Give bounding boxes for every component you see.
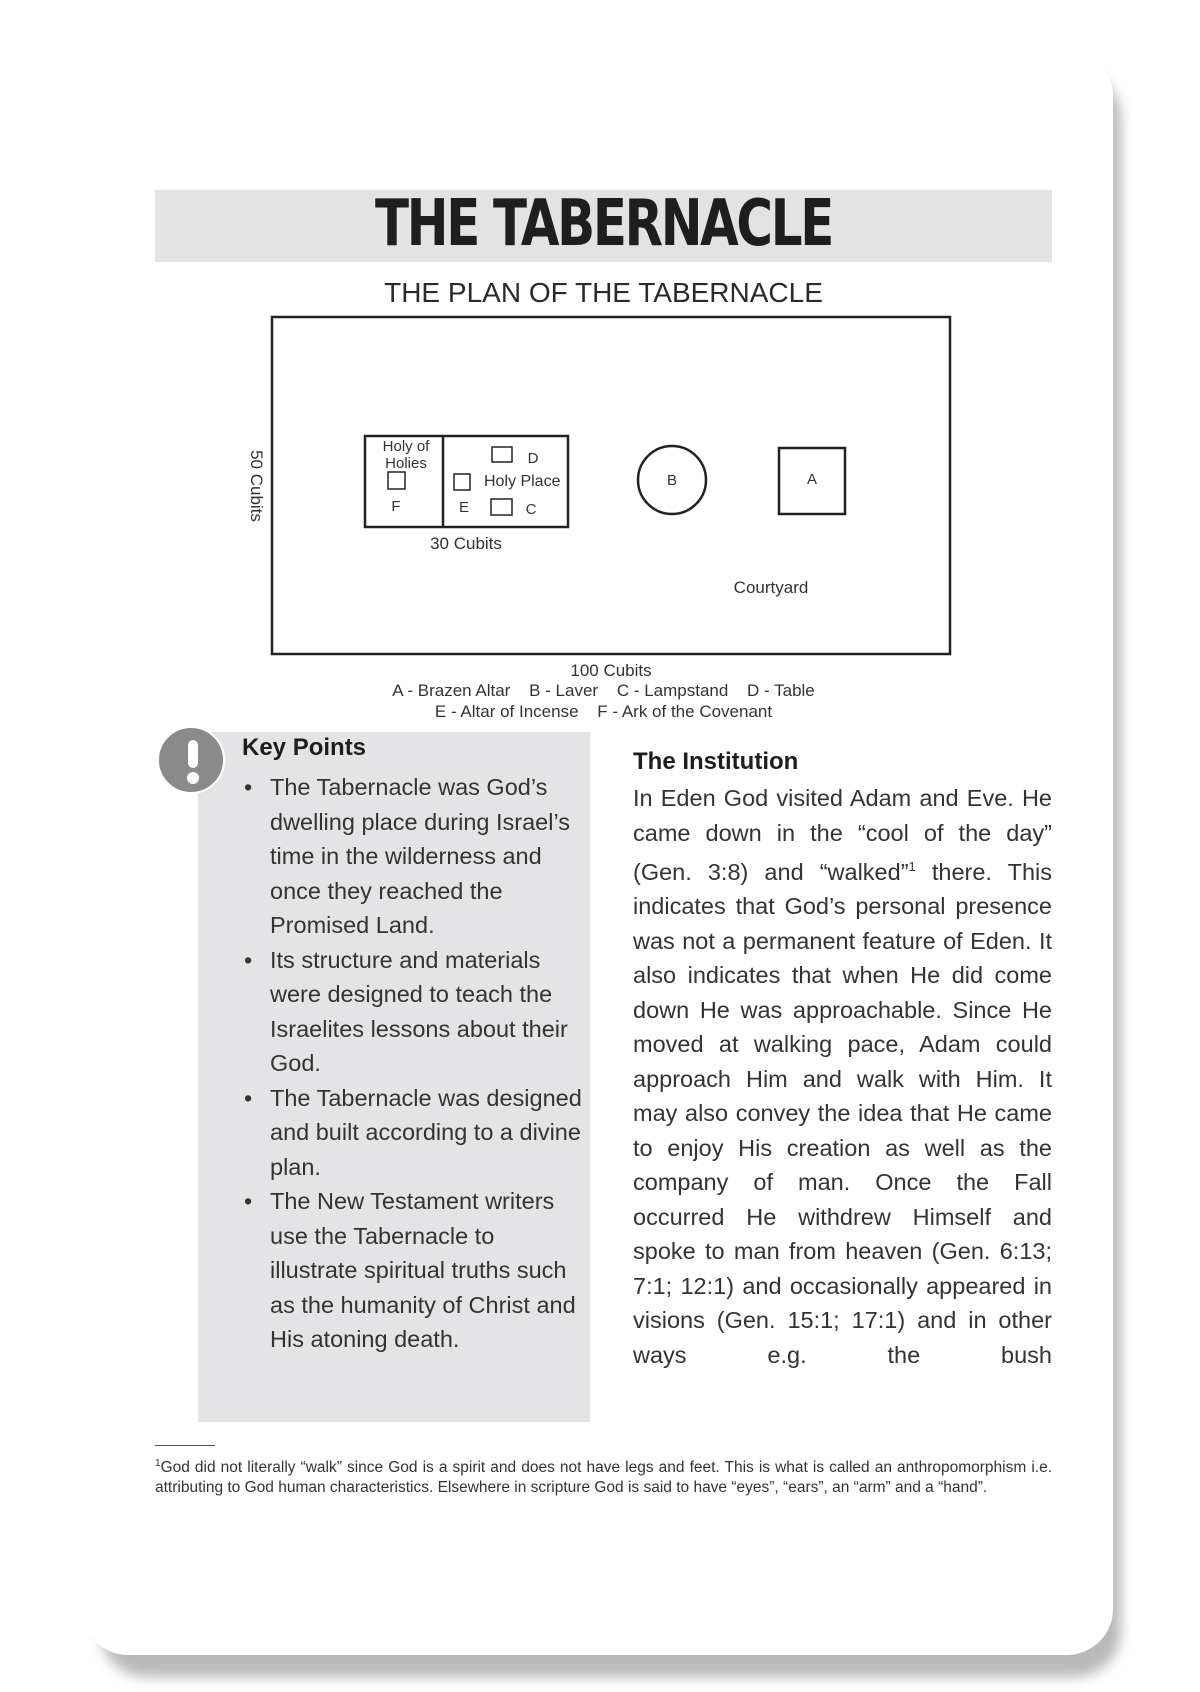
letter-a-label: A xyxy=(806,471,818,488)
plan-legend xyxy=(155,702,1052,722)
key-points-heading: Key Points xyxy=(242,734,367,761)
holy-of-holies-label: Holies xyxy=(385,455,427,472)
width-dimension-label: 30 Cubits xyxy=(430,534,502,553)
institution-body: In Eden God visited Adam and Eve. He came down in the “cool of the day” (Gen. 3:8) and “walked”$^1$ there. This indicates that God’s personal presence was not a permanent feature of Eden. It also indicates that when He did come down He was approachable. Since He moved at walking pace, Adam could approach Him and walk with Him. It may also convey the idea that He came to enjoy His creation as well as the company of man. Once the Fall occurred He withdrew Himself and spoke to man from heaven (Gen. 6:13; 7:1; 12:1) and occasionally appeared in visions (Gen. 15:1; 17:1) and in other ways e.g. the bush xyxy=(633,785,1052,1368)
exclamation-icon xyxy=(157,726,225,794)
footnote-reference[interactable]: 1 xyxy=(908,859,916,874)
legend-laver: B - Laver xyxy=(529,681,599,700)
list-item: • Its structure and materials were designed to teach the Israelites lessons about their God. xyxy=(244,946,568,1076)
institution-heading: The Institution xyxy=(633,748,799,775)
legend-altar-of-incense: E - Altar of Incense xyxy=(434,702,579,721)
tabernacle-plan-diagram xyxy=(0,0,1200,720)
holy-of-holies-label: Holy of xyxy=(382,438,430,455)
footnote-mark: 1 xyxy=(155,1458,161,1469)
footnote: $^1$God did not literally “walk” since God is a spirit and does not have legs and feet. This is what is called an anthropomorphism i.e. attributing to God human characteristics. Elsewhere in scripture God is said to have “eyes”, “ears”, an “arm” and a “hand”. xyxy=(155,1458,1052,1497)
lampstand-icon xyxy=(491,499,512,515)
legend-ark-of-covenant: F - Ark of the Covenant xyxy=(597,702,773,721)
length-dimension-label: 100 Cubits xyxy=(570,661,652,680)
holy-place-label: Holy Place xyxy=(484,473,561,490)
letter-e-label: E xyxy=(458,499,470,516)
legend-brazen-altar: A - Brazen Altar xyxy=(392,681,511,700)
courtyard-label: Courtyard xyxy=(733,578,809,597)
key-points-list xyxy=(243,770,583,1357)
footnote-divider xyxy=(155,1445,215,1446)
legend-lampstand: C - Lampstand xyxy=(616,681,729,700)
plan-legend xyxy=(155,681,1052,701)
letter-f-label: F xyxy=(391,498,401,515)
list-item: • The Tabernacle was designed and built according to a divine plan. xyxy=(244,1084,582,1180)
courtyard-outline xyxy=(272,317,950,654)
list-item: • The Tabernacle was God’s dwelling place during Israel’s time in the wilderness and once they reached the Promised Land. xyxy=(244,774,571,938)
altar-of-incense-icon xyxy=(454,474,470,490)
letter-d-label: D xyxy=(527,450,539,467)
plan-title: THE PLAN OF THE TABERNACLE xyxy=(384,277,823,308)
legend-table: D - Table xyxy=(747,681,815,700)
letter-c-label: C xyxy=(525,501,537,518)
letter-b-label: B xyxy=(666,472,678,489)
height-dimension-label: 50 Cubits xyxy=(247,450,266,522)
table-icon xyxy=(492,447,512,462)
list-item: • The New Testament writers use the Tabernacle to illustrate spiritual truths such as the humanity of Christ and His atoning death. xyxy=(244,1188,576,1352)
page-title: THE TABERNACLE xyxy=(375,187,832,261)
ark-of-covenant-icon xyxy=(388,472,405,489)
